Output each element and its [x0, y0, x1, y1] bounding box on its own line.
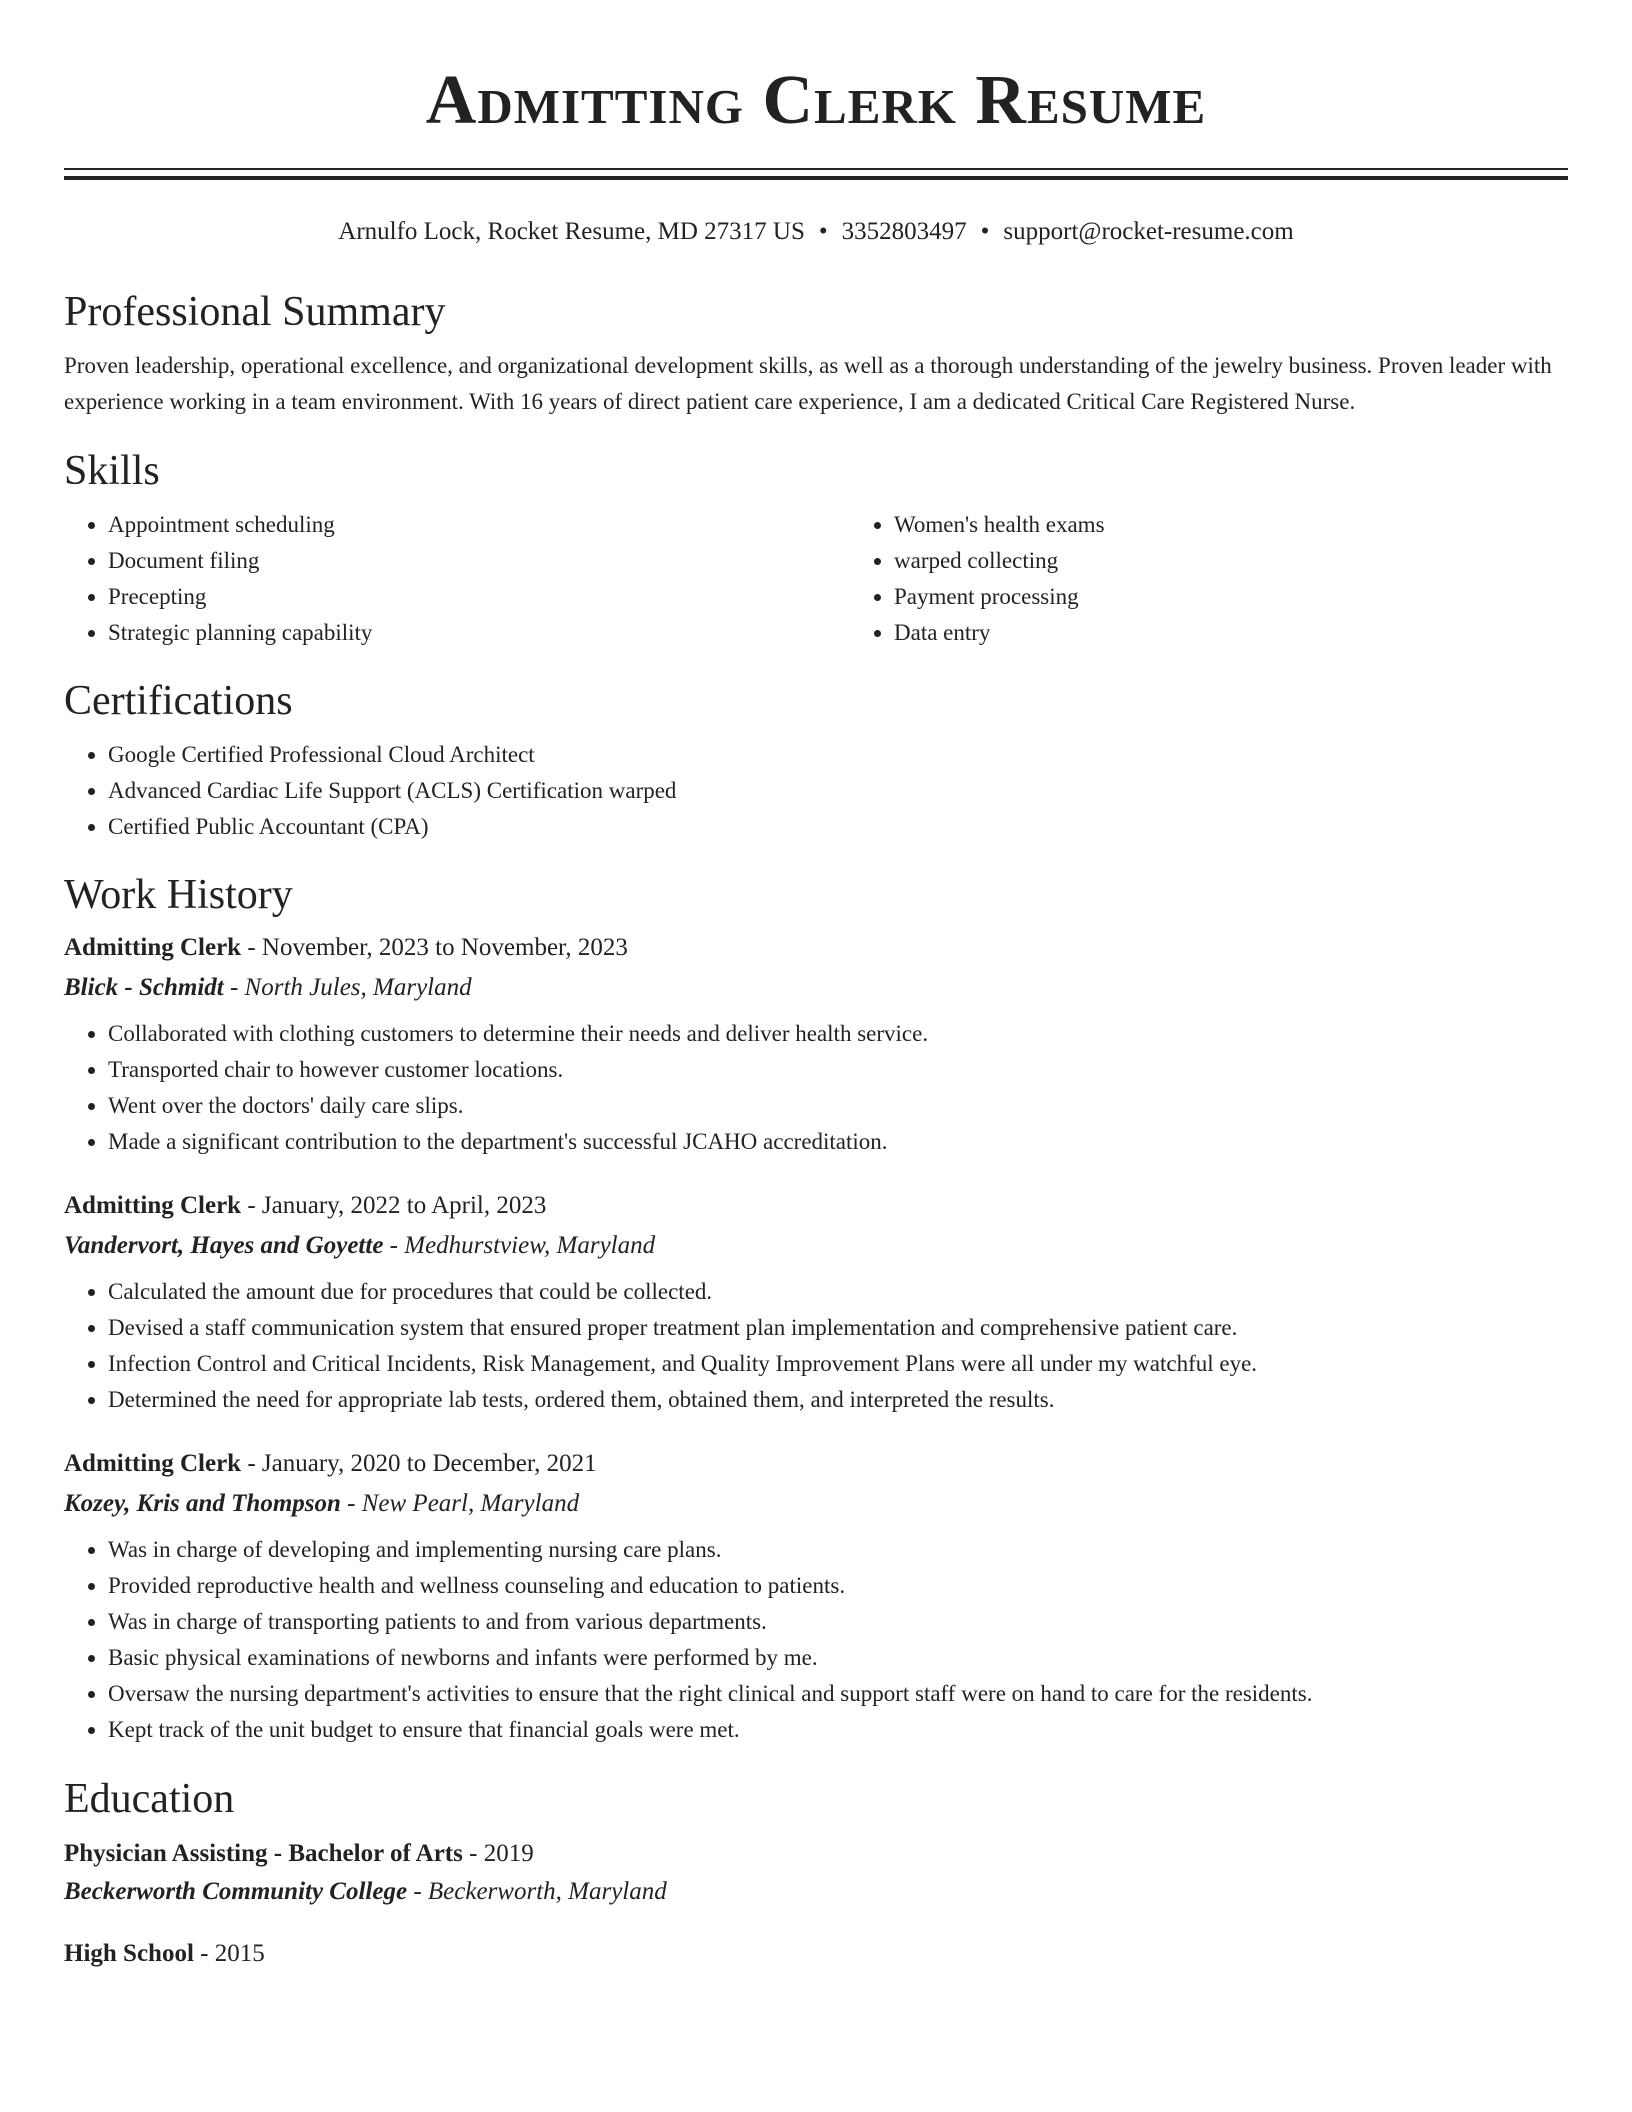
contact-line: [64, 217, 1568, 247]
contact-phone: 3352803497: [841, 218, 967, 245]
resume-title: Admitting Clerk Resume: [425, 62, 1207, 139]
job-company: Kozey, Kris and Thompson: [64, 1490, 341, 1517]
job-company-line: [64, 970, 1568, 1006]
education-heading: Education: [64, 1776, 235, 1822]
job-company: Blick - Schmidt: [64, 974, 224, 1001]
job-bullet: • Provided reproductive health and wellness counseling and education to patients.: [108, 1568, 1568, 1604]
skill-item: • warped collecting: [894, 543, 1632, 579]
job-entry: [64, 930, 1568, 1160]
job-bullet: • Went over the doctors' daily care slips.: [108, 1088, 1568, 1124]
education-degree: Physician Assisting - Bachelor of Arts: [64, 1840, 463, 1867]
job-title: Admitting Clerk: [64, 934, 242, 961]
skills-column-left: [64, 507, 850, 651]
job-title: Admitting Clerk: [64, 1192, 242, 1219]
work-history-heading: Work History: [64, 872, 293, 918]
job-location: - New Pearl, Maryland: [340, 1490, 580, 1517]
skill-item: • Document filing: [108, 543, 850, 579]
job-bullets: [64, 1016, 1568, 1160]
education-school: Beckerworth Community College: [64, 1878, 408, 1905]
job-bullet: • Collaborated with clothing customers to determine their needs and deliver health service.: [108, 1016, 1568, 1052]
skill-item: • Precepting: [108, 579, 850, 615]
contact-email: support@rocket-resume.com: [1003, 218, 1294, 245]
job-bullet: • Kept track of the unit budget to ensure that financial goals were met.: [108, 1712, 1568, 1748]
job-title-line: [64, 930, 1568, 966]
title-rule-thick: [64, 176, 1568, 180]
job-company: Vandervort, Hayes and Goyette: [64, 1232, 384, 1259]
summary-heading: Professional Summary: [64, 289, 446, 335]
skills-list: [64, 507, 1568, 651]
education-location: - Beckerworth, Maryland: [407, 1878, 667, 1905]
education-degree-line: [64, 1836, 1568, 1872]
certifications-heading: Certifications: [64, 678, 293, 724]
skills-column-right: [850, 507, 1632, 651]
job-dates: - January, 2022 to April, 2023: [241, 1192, 547, 1219]
skill-item: • Strategic planning capability: [108, 615, 850, 651]
job-bullet: • Oversaw the nursing department's activities to ensure that the right clinical and support staff were on hand to care for the residents.: [108, 1676, 1568, 1712]
certification-item: • Google Certified Professional Cloud Architect: [108, 737, 1568, 773]
contact-address: Arnulfo Lock, Rocket Resume, MD 27317 US: [338, 218, 805, 245]
certification-item: • Advanced Cardiac Life Support (ACLS) Certification warped: [108, 773, 1568, 809]
job-dates: - November, 2023 to November, 2023: [241, 934, 628, 961]
education-degree-line: [64, 1936, 1568, 1972]
education-school-line: [64, 1874, 1568, 1910]
job-bullet: • Made a significant contribution to the department's successful JCAHO accreditation.: [108, 1124, 1568, 1160]
job-bullet: • Calculated the amount due for procedures that could be collected.: [108, 1274, 1568, 1310]
job-location: - Medhurstview, Maryland: [383, 1232, 656, 1259]
contact-separator: •: [818, 218, 828, 245]
job-location: - North Jules, Maryland: [223, 974, 472, 1001]
summary-text: Proven leadership, operational excellence, and organizational development skills, as well as a thorough understanding of the jewelry business. Proven leader with experience working in a team environment. With 16 years of direct patient care experience, I am a dedicated Critical Care Registered Nurse.: [64, 353, 1552, 414]
education-entry: [64, 1836, 1568, 1910]
skill-item: • Data entry: [894, 615, 1632, 651]
skill-item: • Payment processing: [894, 579, 1632, 615]
skills-heading: Skills: [64, 448, 160, 494]
job-title: Admitting Clerk: [64, 1450, 242, 1477]
contact-separator: •: [980, 218, 990, 245]
education-entry: [64, 1936, 1568, 1972]
education-year: - 2019: [462, 1840, 534, 1867]
job-bullet: • Devised a staff communication system that ensured proper treatment plan implementation and comprehensive patient care.: [108, 1310, 1568, 1346]
job-bullet: • Determined the need for appropriate lab tests, ordered them, obtained them, and interpreted the results.: [108, 1382, 1568, 1418]
job-entry: [64, 1188, 1568, 1418]
job-bullet: • Was in charge of transporting patients to and from various departments.: [108, 1604, 1568, 1640]
title-rule-thin: [64, 168, 1568, 170]
skill-item: • Women's health exams: [894, 507, 1632, 543]
job-bullets: [64, 1532, 1568, 1748]
job-title-line: [64, 1188, 1568, 1224]
certifications-list: [64, 737, 1568, 845]
job-entry: [64, 1446, 1568, 1748]
skill-item: • Appointment scheduling: [108, 507, 850, 543]
job-dates: - January, 2020 to December, 2021: [241, 1450, 597, 1477]
education-year: - 2015: [193, 1940, 265, 1967]
job-title-line: [64, 1446, 1568, 1482]
job-company-line: [64, 1228, 1568, 1264]
job-bullet: • Basic physical examinations of newborns and infants were performed by me.: [108, 1640, 1568, 1676]
education-degree: High School: [64, 1940, 194, 1967]
job-bullet: • Infection Control and Critical Incidents, Risk Management, and Quality Improvement Plans were all under my watchful eye.: [108, 1346, 1568, 1382]
job-bullet: • Was in charge of developing and implementing nursing care plans.: [108, 1532, 1568, 1568]
job-bullets: [64, 1274, 1568, 1418]
job-bullet: • Transported chair to however customer locations.: [108, 1052, 1568, 1088]
job-company-line: [64, 1486, 1568, 1522]
certification-item: • Certified Public Accountant (CPA): [108, 809, 1568, 845]
